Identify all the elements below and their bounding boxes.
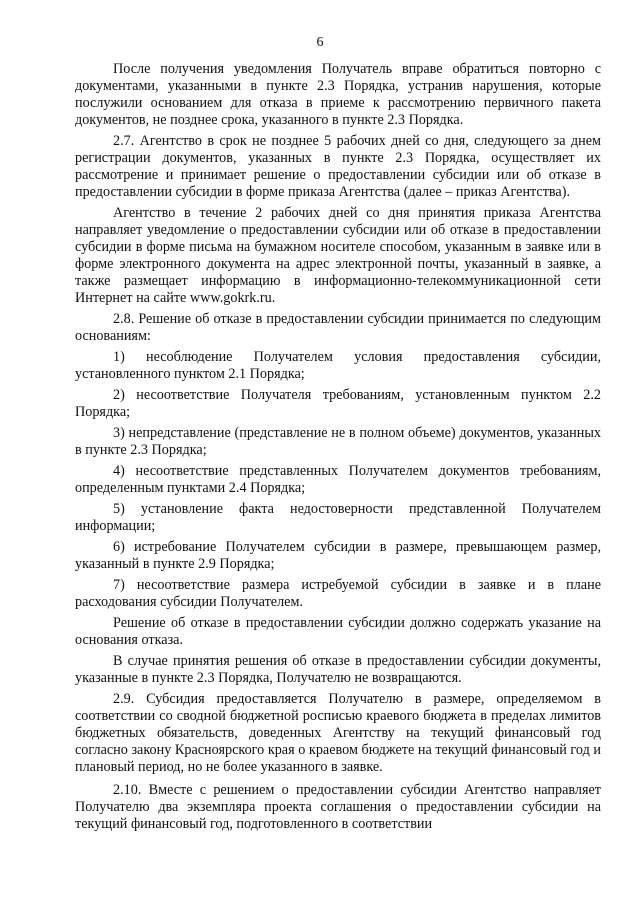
document-body [75, 61, 601, 833]
paragraph-notification: Агентство в течение 2 рабочих дней со дня принятия приказа Агентства направляет уведомление о предоставлении субсидии или об отказе в предоставлении субсидии в форме письма на бумажном носителе способом, указанным в заявке или в форме электронного документа на адрес электронной почты, указанный в заявке, а также размещает информацию в информационно-телекоммуникационной сети Интернет на сайте www.gokrk.ru. [75, 205, 601, 306]
paragraph-documents-not-returned: В случае принятия решения об отказе в предоставлении субсидии документы, указанные в пункте 2.3 Порядка, Получателю не возвращаются. [75, 653, 601, 686]
list-item-6: 6) истребование Получателем субсидии в размере, превышающем размер, указанный в пункте 2.9 Порядка; [75, 539, 601, 572]
page-number: 6 [316, 35, 324, 50]
paragraph-refusal-reason: Решение об отказе в предоставлении субсидии должно содержать указание на основания отказа. [75, 615, 601, 648]
paragraph-2-7: 2.7. Агентство в срок не позднее 5 рабочих дней со дня, следующего за днем регистрации документов, указанных в пункте 2.3 Порядка, осуществляет их рассмотрение и принимает решение о предоставлении субсидии или об отказе в предоставлении субсидии в форме приказа Агентства (далее – приказ Агентства). [75, 133, 601, 200]
list-item-7: 7) несоответствие размера истребуемой субсидии в заявке и в плане расходования субсидии Получателем. [75, 577, 601, 610]
paragraph-resubmission: После получения уведомления Получатель вправе обратиться повторно с документами, указанными в пункте 2.3 Порядка, устранив нарушения, которые послужили основанием для отказа в приеме к рассмотрению первичного пакета документов, не позднее срока, указанного в пункте 2.3 Порядка. [75, 61, 601, 128]
list-item-1: 1) несоблюдение Получателем условия предоставления субсидии, установленного пунктом 2.1 Порядка; [75, 349, 601, 382]
paragraph-2-10: 2.10. Вместе с решением о предоставлении субсидии Агентство направляет Получателю два экземпляра проекта соглашения о предоставлении субсидии на текущий финансовый год, подготовленного в соответствии [75, 782, 601, 832]
list-item-3: 3) непредставление (представление не в полном объеме) документов, указанных в пункте 2.3 Порядка; [75, 425, 601, 458]
paragraph-2-8: 2.8. Решение об отказе в предоставлении субсидии принимается по следующим основаниям: [75, 311, 601, 344]
paragraph-2-9: 2.9. Субсидия предоставляется Получателю в размере, определяемом в соответствии со сводной бюджетной росписью краевого бюджета в пределах лимитов бюджетных обязательств, доведенных Агентству на текущий финансовый год согласно закону Красноярского края о краевом бюджете на текущий финансовый год и плановый период, но не более указанного в заявке. [75, 691, 601, 775]
list-item-4: 4) несоответствие представленных Получателем документов требованиям, определенным пунктами 2.4 Порядка; [75, 463, 601, 496]
list-item-5: 5) установление факта недостоверности представленной Получателем информации; [75, 501, 601, 534]
list-item-2: 2) несоответствие Получателя требованиям, установленным пунктом 2.2 Порядка; [75, 387, 601, 420]
